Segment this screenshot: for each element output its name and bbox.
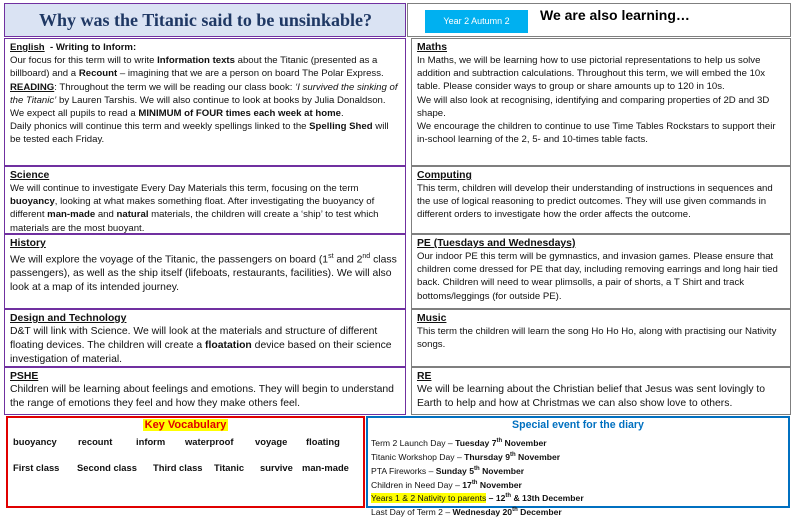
english-heading: English [10,42,45,53]
pe-section [411,234,791,309]
vocab-word: recount [78,436,113,447]
vocab-word: Third class [153,462,203,473]
re-heading: RE [417,371,432,382]
maths-paragraph-1: In Maths, we will be learning how to use pictorial representations to help us solve addition and subtraction calculations. Throughout this term, we will embed the 10x table. Please consider ways to group or share amounts up to 120 in 10s. [417,55,766,93]
vocab-word: Titanic [214,462,245,473]
english-subheading: - Writing to Inform: [50,42,137,53]
vocab-word: voyage [255,436,288,447]
maths-section [411,38,791,166]
diary-title: Special event for the diary [512,419,644,431]
english-paragraph-3: Daily phonics will continue this term and weekly spellings linked to the Spelling Shed will be tested each Friday. [10,121,389,146]
title-banner [4,3,406,37]
diary-event: Last Day of Term 2 – Wednesday 20th December [371,507,562,518]
also-learning-heading: We are also learning… [540,7,690,23]
vocab-word: floating [306,436,340,447]
dt-heading: Design and Technology [10,313,127,324]
vocab-word: inform [136,436,166,447]
history-section [4,234,406,309]
pe-text: Our indoor PE this term will be gymnastics, and invasion games. Please ensure that children come dressed for PE that day, including removing earrings and long hair tied back. Children will need to wear plimsolls, a pair of shorts, a T Shirt and track bottoms/leggings (for outside PE). [417,251,778,302]
term-badge: Year 2 Autumn 2 [425,10,528,33]
diary-event: PTA Fireworks – Sunday 5th November [371,465,525,476]
english-paragraph-2: READING: Throughout the term we will be reading our class book: ‘I survived the sinking of the Titanic’ by Lauren Tarshis. We will also continue to look at books by Julia Donaldson. We expect all pupils to read a MINIMUM of FOUR times each week at home. [10,81,398,120]
dt-section [4,309,406,367]
also-learning-header [407,3,791,37]
computing-text: This term, children will develop their understanding of instructions in sequences and the use of logical reasoning to predict outcomes. They will use given commands in different orders to investigate how the order affects the outcome. [417,183,773,221]
diary-events-box [366,416,790,518]
vocab-word: Second class [77,462,137,473]
computing-section [411,166,791,234]
dt-text: D&T will link with Science. We will look at the materials and structure of different floating devices. The children will create a floatation device based on their science investigation of material. [10,326,392,365]
pshe-heading: PSHE [10,371,39,382]
maths-heading: Maths [417,42,448,53]
history-heading: History [10,238,46,249]
key-vocabulary-title: Key Vocabulary [144,419,227,431]
science-heading: Science [10,170,50,181]
pshe-section [4,367,406,415]
diary-event-list [371,435,584,518]
vocab-word: man-made [302,462,349,473]
english-paragraph-1: Our focus for this term will to write Information texts about the Titanic (presented as a billboard) and a Recount – imagining that we are a person on board The Polar Express. [10,55,384,80]
diary-event: Term 2 Launch Day – Tuesday 7th November [371,437,547,448]
re-section [411,367,791,415]
diary-event: Years 1 & 2 Nativity to parents – 12th & 13th December [371,493,584,504]
pe-heading: PE (Tuesdays and Wednesdays) [417,238,576,249]
pshe-text: Children will be learning about feelings and emotions. They will begin to understand the range of emotions they feel and how they make others feel. [10,384,394,409]
history-text: We will explore the voyage of the Titanic, the passengers on board (1st and 2nd class passengers), as well as the ship itself (lifeboats, restaurants, facilities). We will also look at a map of its intended journey. [10,253,397,294]
maths-paragraph-2: We will also look at recognising, identifying and comparing properties of 2D and 3D shape. [417,94,770,119]
music-heading: Music [417,313,447,324]
vocab-word: buoyancy [13,436,57,447]
diary-event: Children in Need Day – 17th November [371,479,522,490]
english-section [4,38,406,166]
key-vocabulary-box [6,416,365,508]
maths-paragraph-3: We encourage the children to continue to use Time Tables Rockstars to support their in-school learning of the 2, 5- and 10-times table facts. [417,121,776,146]
science-text: We will continue to investigate Every Day Materials this term, focusing on the term buoyancy, looking at what makes something float. After investigating the buoyancy of different man-made and natural materials, the children will create a ‘ship’ to test which materials are the most buoyant. [10,183,379,234]
vocab-word: waterproof [185,436,234,447]
diary-event: Titanic Workshop Day – Thursday 9th November [371,451,561,462]
vocab-word: First class [13,462,60,473]
re-text: We will be learning about the Christian belief that Jesus was sent lovingly to Earth to help and how at Christmas we can also show love to others. [417,384,766,409]
page-title: Why was the Titanic said to be unsinkable? [39,10,372,31]
vocab-word: survive [260,462,293,473]
music-text: This term the children will learn the song Ho Ho Ho, along with practising our Nativity songs. [417,326,777,351]
music-section [411,309,791,367]
computing-heading: Computing [417,170,472,181]
science-section [4,166,406,234]
